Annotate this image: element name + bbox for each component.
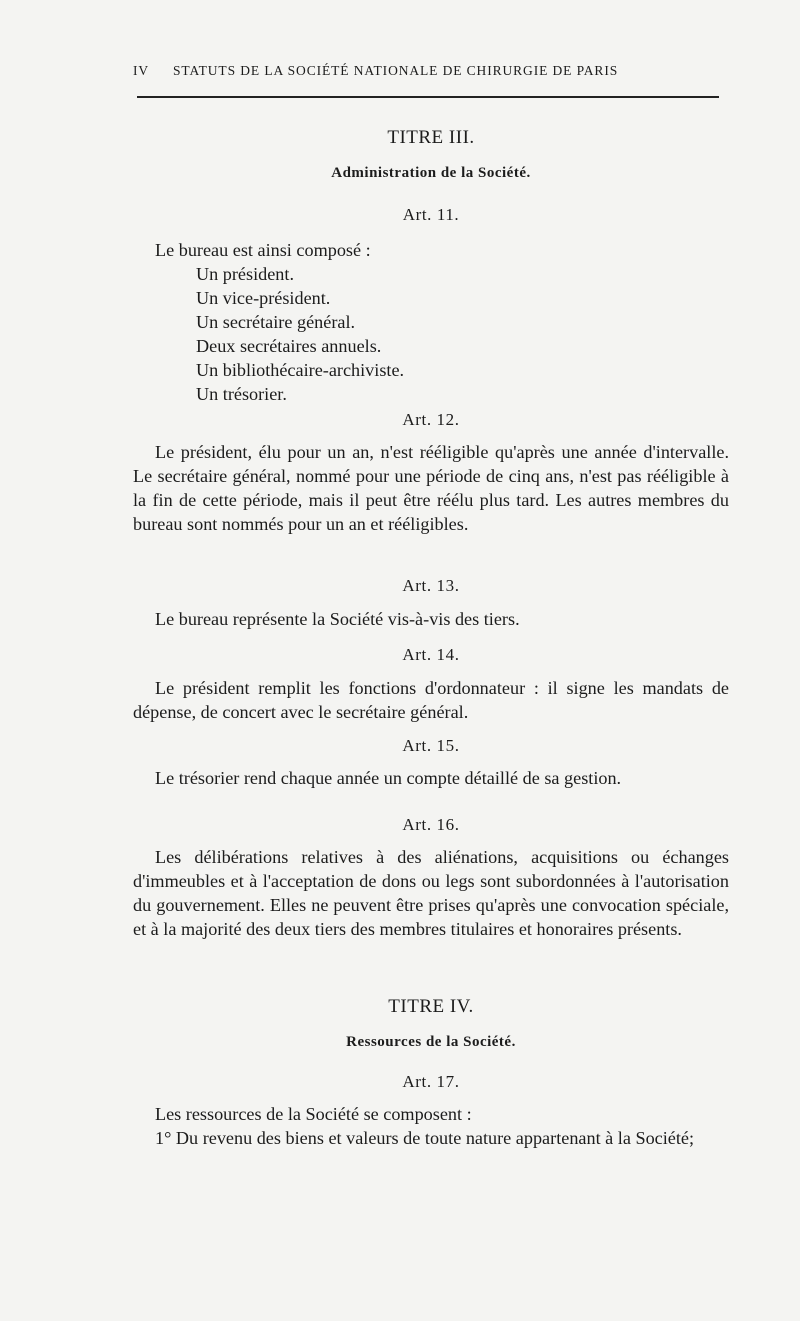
bureau-member: Un secrétaire général.: [196, 312, 356, 332]
bureau-member: Un trésorier.: [196, 384, 287, 404]
bureau-member: Deux secrétaires annuels.: [196, 336, 382, 356]
running-title: STATUTS DE LA SOCIÉTÉ NATIONALE DE CHIRURGIE DE PARIS: [173, 63, 619, 78]
article-16-label: Art. 16.: [402, 815, 460, 834]
bureau-member: Un bibliothécaire-archiviste.: [196, 360, 405, 380]
running-header: [133, 63, 723, 79]
article-15-text: Le trésorier rend chaque année un compte détaillé de sa gestion.: [155, 768, 622, 788]
article-12-text: Le président, élu pour un an, n'est rééligible qu'après une année d'intervalle. Le secrétaire général, nommé pour une période de cinq ans, n'est pas rééligible à la fin de cette période, mais il peut être réélu plus tard. Les autres membres du bureau sont nommés pour un an et rééligibles.: [133, 442, 729, 534]
bureau-member: Un président.: [196, 264, 294, 284]
titre-4-subtitle: Ressources de la Société.: [346, 1034, 516, 1050]
article-11-label: Art. 11.: [402, 205, 460, 224]
page-number: IV: [133, 63, 150, 78]
article-14-label: Art. 14.: [402, 645, 460, 664]
article-11-intro: Le bureau est ainsi composé :: [155, 240, 371, 260]
article-13-text: Le bureau représente la Société vis-à-vis des tiers.: [155, 609, 520, 629]
article-15-label: Art. 15.: [402, 736, 460, 755]
article-17-item-1: 1° Du revenu des biens et valeurs de toute nature appartenant à la Société;: [155, 1128, 695, 1148]
article-14-text: Le président remplit les fonctions d'ordonnateur : il signe les mandats de dépense, de concert avec le secrétaire général.: [133, 678, 729, 722]
titre-3-subtitle: Administration de la Société.: [331, 165, 531, 181]
article-13-label: Art. 13.: [402, 576, 460, 595]
header-rule: [137, 96, 719, 98]
titre-3-heading: TITRE III.: [387, 127, 475, 148]
article-16-text: Les délibérations relatives à des aliénations, acquisitions ou échanges d'immeubles et à l'acceptation de dons ou legs sont subordonnées à l'autorisation du gouvernement. Elles ne peuvent être prises qu'après une convocation spéciale, et à la majorité des deux tiers des membres titulaires et honoraires présents.: [133, 847, 729, 939]
titre-4-heading: TITRE IV.: [388, 996, 474, 1017]
article-17-label: Art. 17.: [402, 1072, 460, 1091]
article-17-intro: Les ressources de la Société se composent :: [155, 1104, 472, 1124]
article-12-label: Art. 12.: [402, 410, 460, 429]
bureau-member: Un vice-président.: [196, 288, 331, 308]
